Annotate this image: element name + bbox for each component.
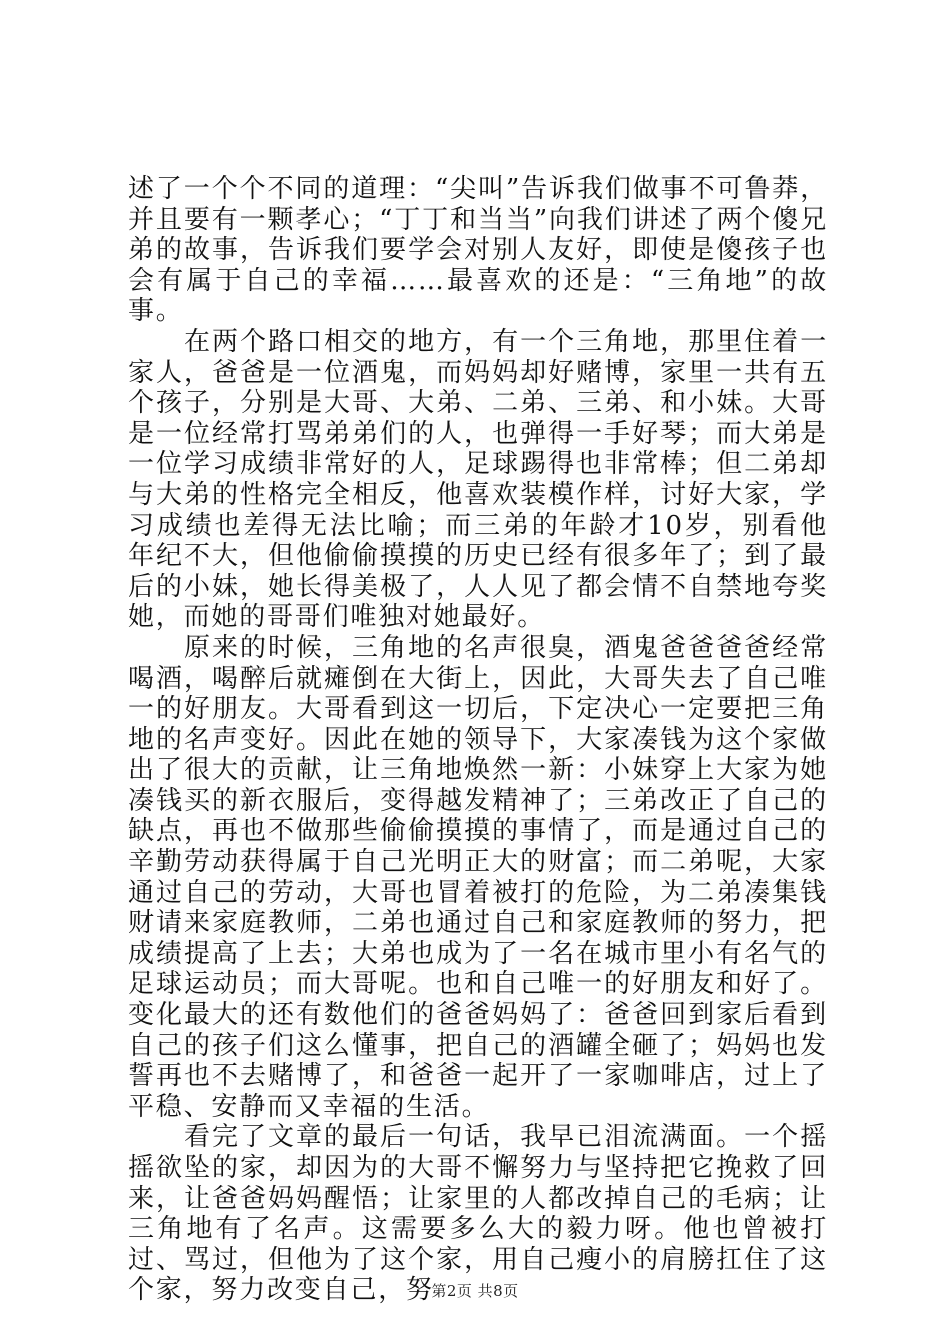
paragraph-2: 在两个路口相交的地方，有一个三角地，那里住着一家人，爸爸是一位酒鬼，而妈妈却好赌博，家里一共有五个孩子，分别是大哥、大弟、二弟、三弟、和小妹。大哥是一位经常打骂弟弟们的人，也弹得一手好琴；而大弟是一位学习成绩非常好的人，足球踢得也非常棒；但二弟却与大弟的性格完全相反，他喜欢装模作样，讨好大家，学习成绩也差得无法比喻；而三弟的年龄才10岁，别看他年纪不大，但他偷偷摸摸的历史已经有很多年了；到了最后的小妹，她长得美极了，人人见了都会情不自禁地夸奖她，而她的哥哥们唯独对她最好。 [128,326,828,633]
article-body [128,174,828,1306]
paragraph-4: 看完了文章的最后一句话，我早已泪流满面。一个摇摇欲坠的家，却因为的大哥不懈努力与坚持把它挽救了回来，让爸爸妈妈醒悟；让家里的人都改掉自己的毛病；让三角地有了名声。这需要多么大的毅力呀。他也曾被打过、骂过，但他为了这个家，用自己瘦小的肩膀扛住了这个家，努力改变自己，努 [128,1122,828,1306]
page-number-footer: 第2页 共8页 [431,1282,519,1300]
paragraph-1: 述了一个个不同的道理：“尖叫”告诉我们做事不可鲁莽，并且要有一颗孝心；“丁丁和当当”向我们讲述了两个傻兄弟的故事，告诉我们要学会对别人友好，即使是傻孩子也会有属于自己的幸福……最喜欢的还是：“三角地”的故事。 [128,174,828,327]
paragraph-3: 原来的时候，三角地的名声很臭，酒鬼爸爸爸爸经常喝酒，喝醉后就瘫倒在大街上，因此，大哥失去了自己唯一的好朋友。大哥看到这一切后，下定决心一定要把三角地的名声变好。因此在她的领导下，大家凑钱为这个家做出了很大的贡献，让三角地焕然一新：小妹穿上大家为她凑钱买的新衣服后，变得越发精神了；三弟改正了自己的缺点，再也不做那些偷偷摸摸的事情了，而是通过自己的辛勤劳动获得属于自己光明正大的财富；而二弟呢，大家通过自己的劳动，大哥也冒着被打的危险，为二弟凑集钱财请来家庭教师，二弟也通过自己和家庭教师的努力，把成绩提高了上去；大弟也成为了一名在城市里小有名气的足球运动员；而大哥呢。也和自己唯一的好朋友和好了。变化最大的还有数他们的爸爸妈妈了：爸爸回到家后看到自己的孩子们这么懂事，把自己的酒罐全砸了；妈妈也发誓再也不去赌博了，和爸爸一起开了一家咖啡店，过上了平稳、安静而又幸福的生活。 [128,632,828,1122]
